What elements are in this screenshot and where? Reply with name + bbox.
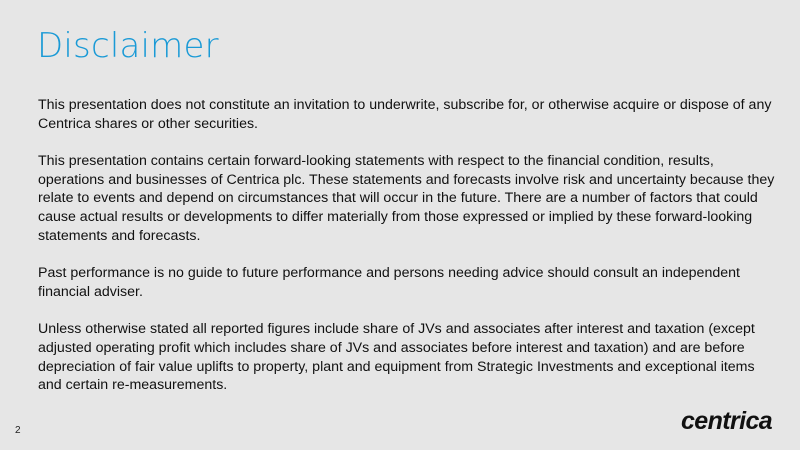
page-number: 2 (15, 425, 21, 436)
disclaimer-paragraph: This presentation contains certain forward-looking statements with respect to the financial condition, results, operations and businesses of Centrica plc. These statements and forecasts involve risk and uncertainty because they relate to events and depend on circumstances that will occur in the future. There are a number of factors that could cause actual results or developments to differ materially from those expressed or implied by these forward-looking statements and forecasts. (38, 153, 775, 244)
slide-title: Disclaimer (37, 26, 219, 66)
disclaimer-paragraph: This presentation does not constitute an invitation to underwrite, subscribe for, or otherwise acquire or dispose of any Centrica shares or other securities. (38, 97, 772, 132)
centrica-logo: centrica (681, 407, 773, 435)
disclaimer-paragraph: Past performance is no guide to future performance and persons needing advice should consult an independent financial adviser. (38, 265, 740, 300)
disclaimer-body (38, 96, 778, 414)
disclaimer-paragraph: Unless otherwise stated all reported figures include share of JVs and associates after interest and taxation (except adjusted operating profit which includes share of JVs and associates before interest and taxation) and are before depreciation of fair value uplifts to property, plant and equipment from Strategic Investments and exceptional items and certain re-measurements. (38, 321, 755, 394)
